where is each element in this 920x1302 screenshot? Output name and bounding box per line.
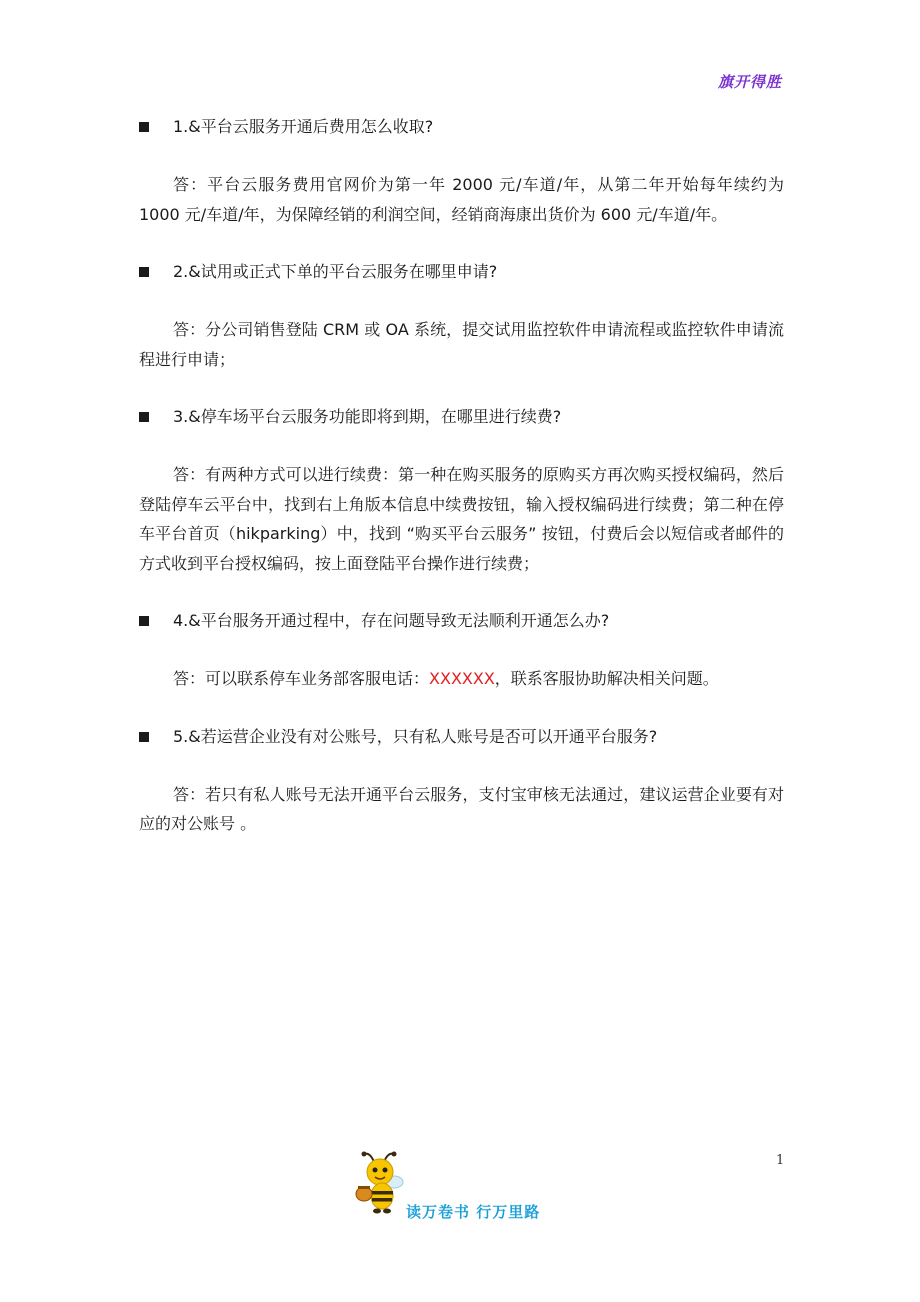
square-bullet-icon — [139, 412, 149, 422]
square-bullet-icon — [139, 267, 149, 277]
question-text: 5.&若运营企业没有对公账号，只有私人账号是否可以开通平台服务? — [173, 726, 658, 746]
qa-item-2 — [139, 257, 784, 374]
qa-item-3 — [139, 402, 784, 578]
square-bullet-icon — [139, 122, 149, 132]
answer-text: 答：分公司销售登陆 CRM 或 OA 系统，提交试用监控软件申请流程或监控软件申请流程进行申请； — [139, 320, 784, 369]
square-bullet-icon — [139, 616, 149, 626]
answer-text: 答：平台云服务费用官网价为第一年 2000 元/车道/年，从第二年开始每年续约为 1000 元/车道/年，为保障经销的利润空间，经销商海康出货价为 600 元/车道/年。 — [139, 175, 784, 224]
question-text: 4.&平台服务开通过程中，存在问题导致无法顺利开通怎么办? — [173, 611, 610, 630]
question — [139, 257, 784, 287]
question — [139, 402, 784, 432]
answer-text — [139, 664, 784, 694]
question — [139, 722, 784, 752]
bee-mascot-icon — [350, 1148, 410, 1220]
question-text: 2.&试用或正式下单的平台云服务在哪里申请? — [173, 262, 498, 281]
question — [139, 112, 784, 142]
page-number: 1 — [776, 1153, 785, 1168]
qa-item-5 — [139, 722, 784, 839]
answer-text: 答：若只有私人账号无法开通平台云服务，支付宝审核无法通过，建议运营企业要有对应的对公账号 。 — [139, 784, 784, 833]
qa-item-4 — [139, 606, 784, 694]
question-text: 1.&平台云服务开通后费用怎么收取? — [173, 117, 434, 136]
qa-item-1 — [139, 112, 784, 229]
phone-placeholder: XXXXXX — [429, 669, 495, 688]
answer-prefix: 答：可以联系停车业务部客服电话： — [173, 669, 430, 688]
question — [139, 606, 784, 636]
header-brand: 旗开得胜 — [717, 73, 782, 91]
answer-suffix: ，联系客服协助解决相关问题。 — [494, 669, 719, 688]
square-bullet-icon — [139, 732, 149, 742]
footer-slogan: 读万卷书 行万里路 — [406, 1203, 541, 1221]
answer-text: 答：有两种方式可以进行续费：第一种在购买服务的原购买方再次购买授权编码，然后登陆停车云平台中，找到右上角版本信息中续费按钮，输入授权编码进行续费；第二种在停车平台首页（hikparking）中，找到 “购买平台云服务” 按钮，付费后会以短信或者邮件的方式收到平台授权编码，按上面登陆平台操作进行续费； — [139, 465, 784, 573]
question-text: 3.&停车场平台云服务功能即将到期，在哪里进行续费? — [173, 407, 562, 426]
document-body — [139, 112, 784, 867]
